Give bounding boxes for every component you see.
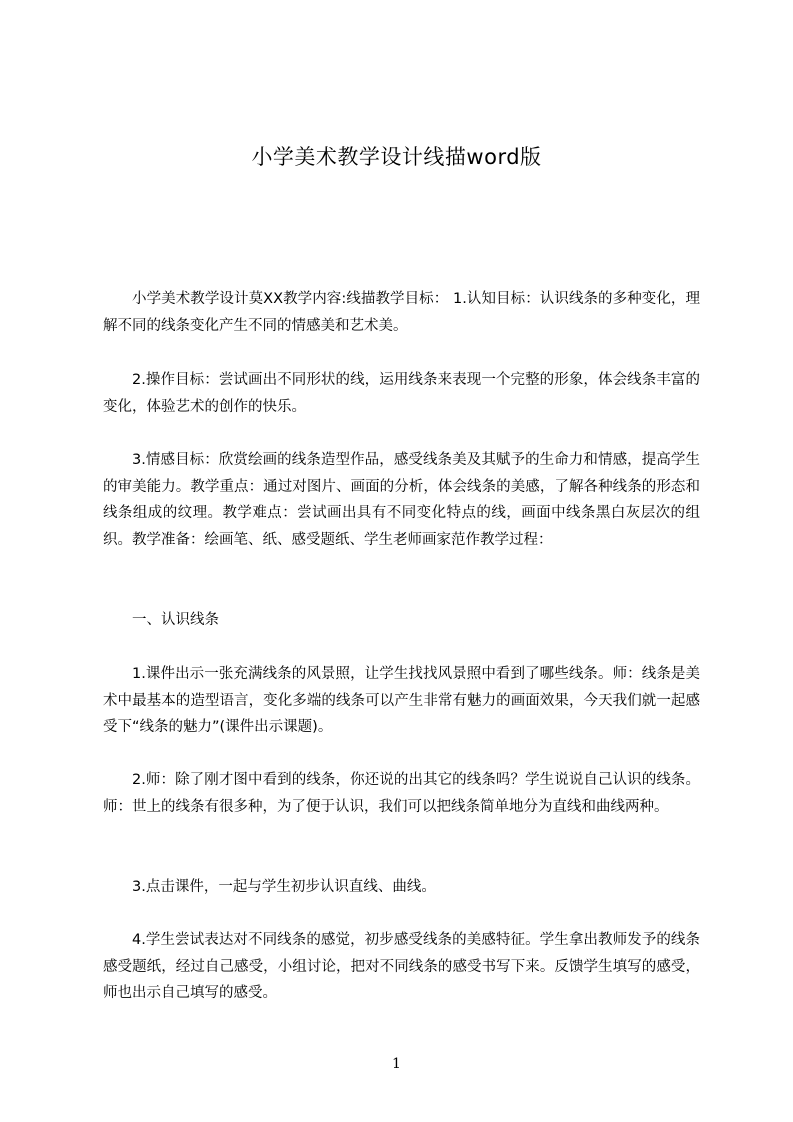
- paragraph-7: 4.学生尝试表达对不同线条的感觉，初步感受线条的美感特征。学生拿出教师发予的线条感受题纸，经过自己感受，小组讨论，把对不同线条的感受书写下来。反馈学生填写的感受，师也出示自己填写的感受。: [103, 932, 700, 1001]
- page-number: 1: [392, 1056, 401, 1072]
- paragraph-5: 2.师：除了刚才图中看到的线条，你还说的出其它的线条吗？学生说说自己认识的线条。师：世上的线条有很多种，为了便于认识，我们可以把线条简单地分为直线和曲线两种。: [103, 772, 700, 815]
- paragraph-2-block: [103, 367, 700, 420]
- paragraph-1-block: [103, 286, 700, 339]
- paragraph-5-block: [103, 767, 700, 820]
- paragraph-4-block: [103, 661, 700, 741]
- paragraph-7-block: [103, 927, 700, 1007]
- document-title: 小学美术教学设计线描word版: [251, 145, 542, 169]
- paragraph-6-block: [103, 874, 700, 901]
- paragraph-3: 3.情感目标：欣赏绘画的线条造型作品，感受线条美及其赋予的生命力和情感，提高学生的审美能力。教学重点：通过对图片、画面的分析，体会线条的美感，了解各种线条的形态和线条组成的纹理。教学难点：尝试画出具有不同变化特点的线，画面中线条黑白灰层次的组织。教学准备：绘画笔、纸、感受题纸、学生老师画家范作教学过程：: [103, 452, 700, 548]
- paragraph-3-block: [103, 447, 700, 553]
- paragraph-1: 小学美术教学设计莫XX教学内容:线描教学目标： 1.认知目标：认识线条的多种变化，理解不同的线条变化产生不同的情感美和艺术美。: [103, 291, 700, 334]
- paragraph-6: 3.点击课件，一起与学生初步认识直线、曲线。: [132, 879, 436, 895]
- section-heading-block: [103, 607, 700, 634]
- section-heading: 一、认识线条: [132, 612, 219, 628]
- paragraph-2: 2.操作目标：尝试画出不同形状的线，运用线条来表现一个完整的形象，体会线条丰富的变化，体验艺术的创作的快乐。: [103, 372, 700, 415]
- paragraph-4: 1.课件出示一张充满线条的风景照，让学生找找风景照中看到了哪些线条。师：线条是美术中最基本的造型语言，变化多端的线条可以产生非常有魅力的画面效果，今天我们就一起感受下“线条的魅力”(课件出示课题)。: [103, 666, 700, 735]
